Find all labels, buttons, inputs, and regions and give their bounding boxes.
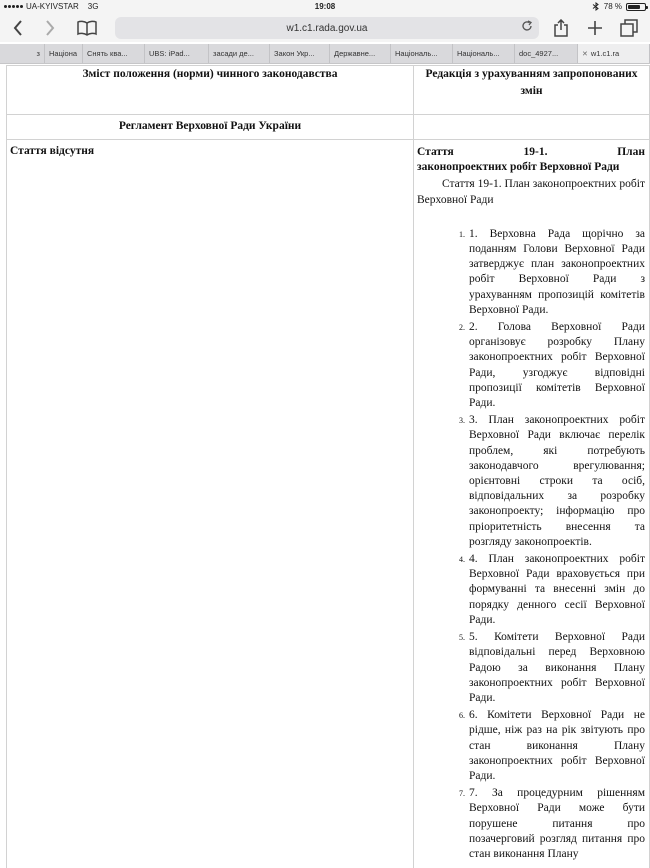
address-bar[interactable] <box>115 17 539 39</box>
list-item <box>417 786 645 862</box>
battery-percent: 78 % <box>603 2 622 11</box>
section-title <box>7 115 414 140</box>
item-text: 6. Комітети Верховної Ради не рідше, ніж раз на рік звітують про стан виконання Плану законопроектних робіт Верховної Ради. <box>469 709 645 782</box>
item-text: 7. За процедурним рішенням Верховної Ради може бути порушене питання про позачерговий розгляд питання про стан виконання Плану <box>469 787 645 860</box>
table-row <box>7 140 650 868</box>
battery-info <box>592 2 646 11</box>
tab-label: Державне... <box>334 49 376 58</box>
tab-label: Національ... <box>457 49 500 58</box>
forward-button[interactable] <box>38 14 62 42</box>
tab-label: засади де... <box>213 49 254 58</box>
article-absent-text: Стаття відсутня <box>10 145 95 157</box>
tab-9[interactable] <box>453 44 515 63</box>
item-number: 4. <box>459 555 465 565</box>
item-text: 4. План законопроектних робіт Верховної Ради враховується при формуванні та внесенні змін до порядку денного сесії Верховної Ради. <box>469 553 645 626</box>
tab-4[interactable] <box>145 44 209 63</box>
item-text: 2. Голова Верховної Ради організовує розробку Плану законопроектних робіт Верховної Ради, узгоджує відповідні пропозиції комітетів Верховної Ради. <box>469 321 645 410</box>
tab-label: doc_4927... <box>519 49 559 58</box>
reload-button[interactable] <box>521 20 533 35</box>
article-items <box>417 227 645 862</box>
article-subtitle: Стаття 19-1. План законопроектних робіт Верховної Ради <box>417 178 645 206</box>
tabs-icon <box>620 19 638 37</box>
section-row <box>7 115 650 140</box>
list-item <box>417 708 645 784</box>
comparison-table <box>6 65 650 868</box>
carrier-name: UA-KYIVSTAR <box>26 2 79 11</box>
tab-10[interactable] <box>515 44 578 63</box>
tab-label: UBS: iPad... <box>149 49 190 58</box>
close-tab-icon[interactable]: ✕ <box>582 49 588 58</box>
plus-icon <box>587 20 603 36</box>
tab-label: w1.c1.ra <box>590 49 620 58</box>
list-item <box>417 320 645 411</box>
tab-label: Національ... <box>395 49 438 58</box>
tab-3[interactable] <box>83 44 145 63</box>
header-current-law <box>7 66 414 115</box>
bluetooth-icon <box>592 2 600 11</box>
status-bar <box>0 0 650 14</box>
table-header-row <box>7 66 650 115</box>
item-number: 3. <box>459 416 465 426</box>
tab-8[interactable] <box>391 44 453 63</box>
header-proposed-version <box>414 66 650 115</box>
item-number: 2. <box>459 323 465 333</box>
tabs-overview-button[interactable] <box>617 14 641 42</box>
tab-label: Закон Укр... <box>274 49 315 58</box>
tab-label: Націона <box>49 49 78 58</box>
back-button[interactable] <box>6 14 30 42</box>
article-title-line1: Стаття 19-1. План <box>417 146 645 158</box>
bookmarks-button[interactable] <box>74 14 100 42</box>
book-icon <box>77 20 97 36</box>
item-text: 3. План законопроектних робіт Верховної Ради включає перелік проблем, які потребують законодавчого врегулювання; орієнтовні строки та осіб, відповідальних за розробку законопроекту; інформацію про пріоритетність внесення та розгляду законопроектів. <box>469 414 645 548</box>
reload-icon <box>521 20 533 32</box>
tab-1[interactable] <box>0 44 45 63</box>
header-left-text: Зміст положення (норми) чинного законодавства <box>82 68 338 80</box>
list-item <box>417 630 645 706</box>
current-law-cell <box>7 140 414 868</box>
section-empty-cell <box>414 115 650 140</box>
battery-icon <box>626 3 646 11</box>
tab-bar <box>0 44 650 64</box>
item-number: 5. <box>459 633 465 643</box>
share-button[interactable] <box>549 14 573 42</box>
chevron-left-icon <box>13 20 23 36</box>
clock: 19:08 <box>314 2 336 11</box>
browser-toolbar <box>0 14 650 42</box>
document-content <box>6 65 650 868</box>
item-number: 1. <box>459 229 465 239</box>
network-type: 3G <box>87 2 99 11</box>
item-number: 7. <box>459 789 465 799</box>
list-item <box>417 227 645 318</box>
tab-label: з <box>36 49 40 58</box>
tab-6[interactable] <box>270 44 330 63</box>
item-number: 6. <box>459 711 465 721</box>
share-icon <box>554 19 568 37</box>
tab-11-active[interactable] <box>578 44 650 63</box>
chevron-right-icon <box>45 20 55 36</box>
section-title-text: Регламент Верховної Ради України <box>118 120 302 132</box>
tab-label: Снять ква... <box>87 49 128 58</box>
article-title-line2: законопроектних робіт Верховної Ради <box>417 161 620 174</box>
proposed-version-cell <box>414 140 650 868</box>
item-text: 5. Комітети Верховної Ради відповідальні перед Верховною Радою за виконання Плану законопроектних робіт Верховної Ради. <box>469 631 645 704</box>
item-text: 1. Верховна Рада щорічно за поданням Голови Верховної Ради затверджує план законопроектних робіт Верховної Ради з урахуванням пропозицій комітетів Верховної Ради. <box>469 227 645 316</box>
header-right-text: Редакція з урахуванням запропонованих змін <box>425 68 638 97</box>
tab-7[interactable] <box>330 44 391 63</box>
new-tab-button[interactable] <box>583 14 607 42</box>
url-text: w1.c1.rada.gov.ua <box>286 22 368 34</box>
list-item <box>417 413 645 550</box>
list-item <box>417 552 645 628</box>
tab-2[interactable] <box>45 44 83 63</box>
tab-5[interactable] <box>209 44 270 63</box>
